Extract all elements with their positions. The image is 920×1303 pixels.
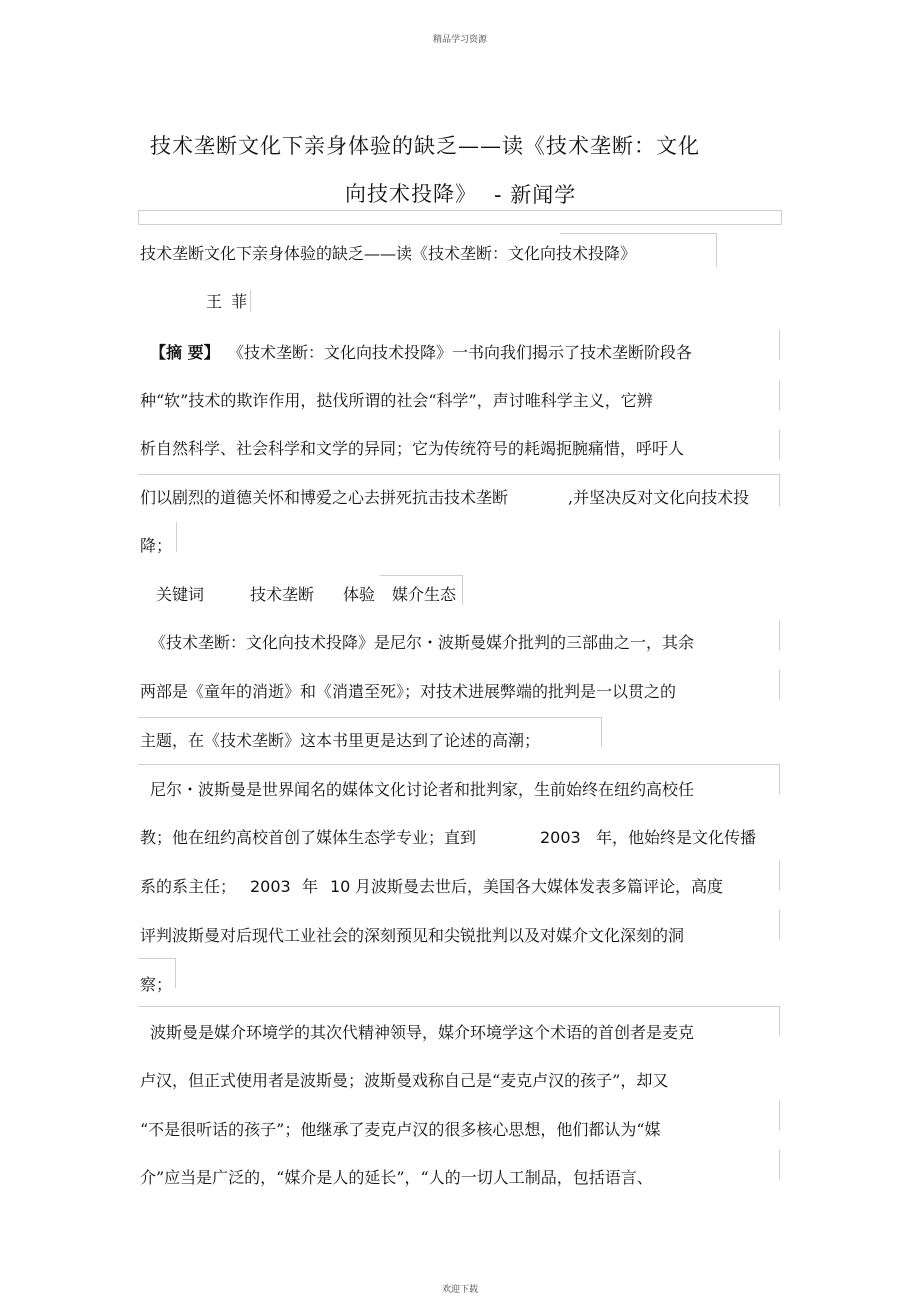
keyword-item: 媒介生态: [392, 585, 457, 604]
divider: [779, 474, 780, 506]
paragraph-line: 尼尔・波斯曼是世界闻名的媒体文化讨论者和批判家，生前始终在纽约高校任: [150, 780, 695, 799]
document-title-category: - 新闻学: [494, 183, 577, 207]
paragraph-line: 两部是《童年的消逝》和《消遣至死》；对技术进展弊端的批判是一以贯之的: [140, 682, 677, 701]
divider: [138, 210, 782, 211]
divider: [176, 522, 177, 552]
divider: [779, 910, 780, 940]
paragraph-line: 察；: [140, 975, 173, 994]
divider: [779, 620, 780, 650]
paragraph-line: 教；他在纽约高校首创了媒体生态学专业；直到: [140, 828, 477, 847]
divider: [781, 210, 782, 224]
divider: [560, 233, 716, 234]
paragraph-line: 主题，在《技术垄断》这本书里更是达到了论述的高潮；: [140, 731, 541, 750]
page-header-note: 精品学习资源: [432, 35, 487, 45]
keywords-label: 关键词: [156, 585, 205, 604]
divider: [779, 330, 780, 360]
paragraph-line: 波斯曼是媒介环境学的其次代精神领导，媒介环境学这个术语的首创者是麦克: [150, 1023, 695, 1042]
abstract-line: 降；: [140, 536, 173, 555]
divider: [779, 1100, 780, 1130]
abstract-line: 们以剧烈的道德关怀和博爱之心去拼死抗击技术垄断: [140, 488, 509, 507]
divider: [138, 474, 780, 475]
paragraph-line: 卢汉，但正式使用者是波斯曼；波斯曼戏称自己是“麦克卢汉的孩子”，却又: [140, 1071, 669, 1090]
divider: [138, 224, 782, 225]
abstract-line: ,并坚决反对文化向技术投: [568, 488, 750, 507]
divider: [601, 717, 602, 747]
paragraph-line: 评判波斯曼对后现代工业社会的深刻预见和尖锐批判以及对媒介文化深刻的洞: [140, 926, 685, 945]
abstract-line: 《技术垄断：文化向技术投降》一书向我们揭示了技术垄断阶段各: [228, 343, 693, 362]
divider: [779, 430, 780, 460]
abstract-label: 【摘 要】: [150, 343, 220, 362]
divider: [779, 380, 780, 410]
divider: [716, 233, 717, 267]
keyword-item: 技术垄断: [250, 585, 315, 604]
paragraph-line: 介”应当是广泛的，“媒介是人的延长”，“人的一切人工制品，包括语言、: [140, 1168, 653, 1187]
divider: [779, 1006, 780, 1036]
divider: [462, 575, 463, 605]
keyword-item: 体验: [343, 585, 376, 604]
divider: [779, 860, 780, 890]
paragraph-line: 年: [302, 877, 319, 896]
divider: [175, 958, 176, 988]
article-subtitle: 技术垄断文化下亲身体验的缺乏——读《技术垄断：文化向技术投降》: [140, 244, 637, 263]
paragraph-line: 系的系主任；: [140, 877, 237, 896]
paragraph-line: 月波斯曼去世后，美国各大媒体发表多篇评论，高度: [355, 877, 724, 896]
divider: [138, 764, 780, 765]
divider: [779, 764, 780, 794]
divider: [138, 1006, 780, 1007]
divider: [779, 670, 780, 700]
paragraph-number: 2003: [540, 828, 581, 847]
paragraph-line: 《技术垄断：文化向技术投降》是尼尔・波斯曼媒介批判的三部曲之一，其余: [150, 633, 695, 652]
paragraph-line: “不是很听话的孩子”；他继承了麦克卢汉的很多核心思想，他们都认为“媒: [140, 1120, 661, 1139]
divider: [138, 958, 176, 959]
document-title-line2: 向技术投降》: [345, 182, 477, 206]
abstract-line: 种“软”技术的欺诈作用，挞伐所谓的社会“科学”，声讨唯科学主义，它辨: [140, 391, 653, 410]
page-footer-note: 欢迎下载: [441, 1285, 478, 1295]
divider: [138, 210, 139, 224]
divider: [779, 1150, 780, 1180]
paragraph-number: 10: [330, 877, 351, 896]
paragraph-number: 2003: [250, 877, 291, 896]
divider: [250, 290, 251, 312]
paragraph-line: 年，他始终是文化传播: [596, 828, 757, 847]
abstract-line: 析自然科学、社会科学和文学的异同；它为传统符号的耗竭扼腕痛惜，呼吁人: [140, 439, 685, 458]
article-author: 王 菲: [206, 292, 250, 311]
divider: [380, 575, 462, 576]
document-title-line1: 技术垄断文化下亲身体验的缺乏——读《技术垄断：文化: [150, 134, 700, 158]
divider: [138, 717, 602, 718]
